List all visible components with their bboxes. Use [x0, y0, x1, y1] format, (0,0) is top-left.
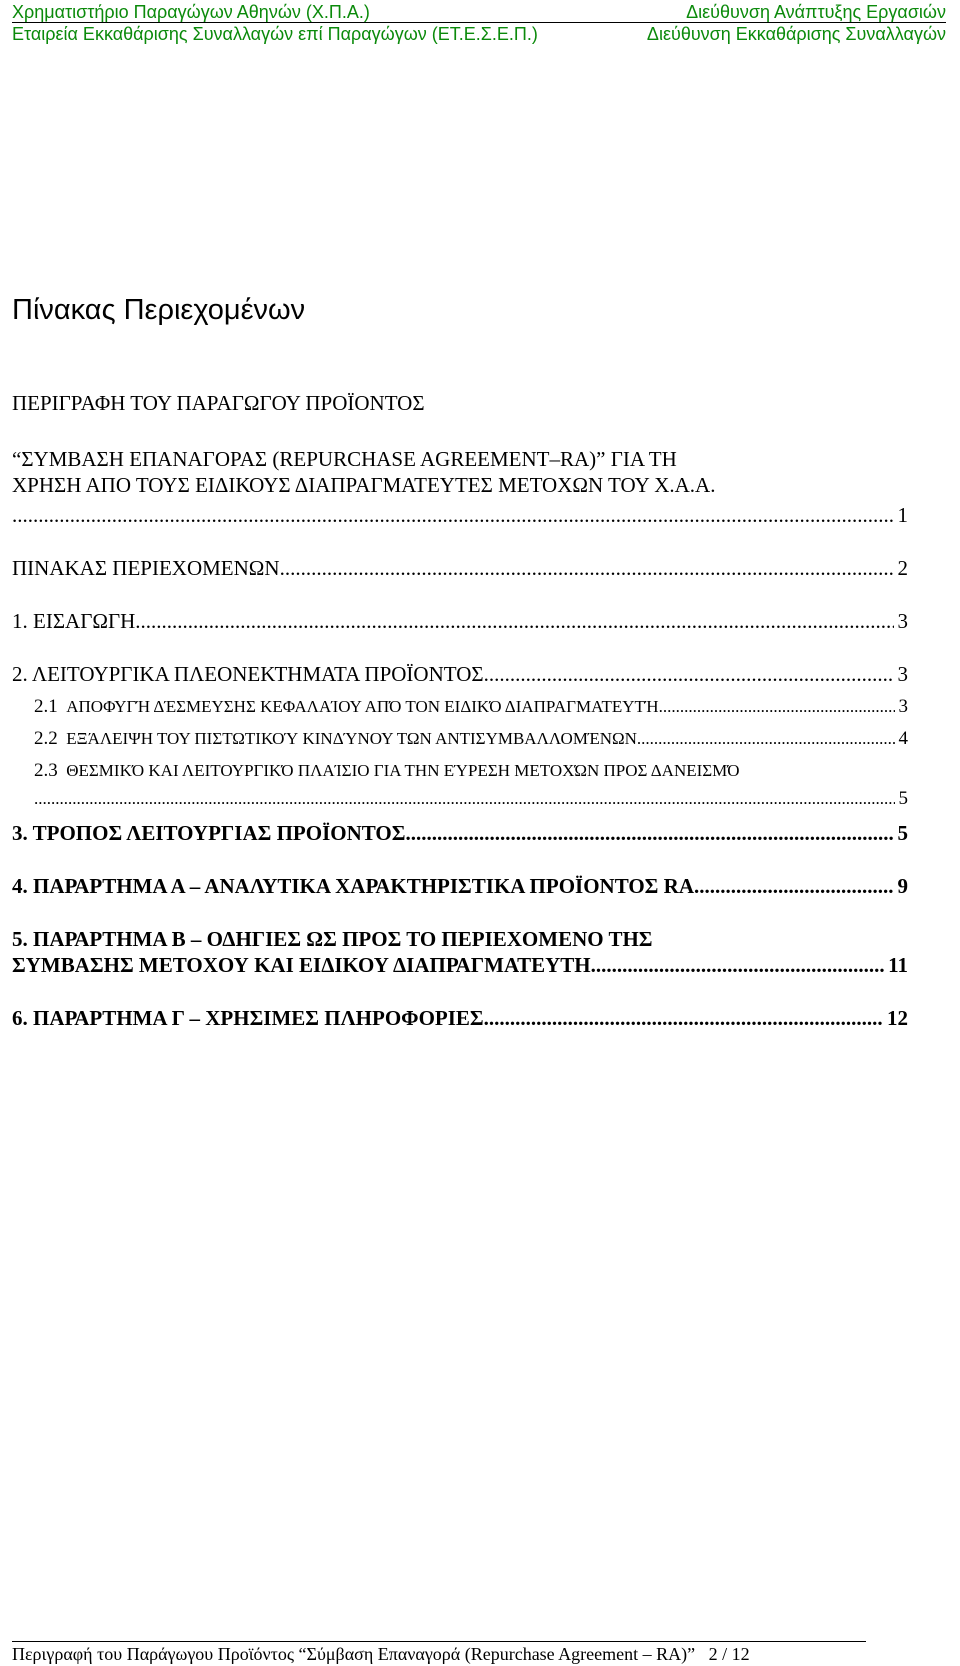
dot-leader [34, 786, 895, 812]
toc-entry-eisagogi[interactable] [12, 608, 908, 634]
toc-entry-2-1[interactable] [34, 694, 908, 720]
toc-entry-doc-title-line3[interactable]: ΧΡΗΣΗ ΑΠΟ ΤΟΥΣ ΕΙΔΙΚΟΥΣ ΔΙΑΠΡΑΓΜΑΤΕΥΤΕΣ ΜΕΤΟΧΩΝ ΤΟΥ Χ.Α.Α. [12, 473, 716, 497]
toc-page-number: 3 [897, 609, 908, 633]
header-exchange-name: Χρηματιστήριο Παραγώγων Αθηνών (Χ.Π.Α.) [12, 2, 370, 22]
running-header-line2 [12, 23, 946, 45]
running-header-line1 [12, 1, 946, 23]
dot-leader [694, 873, 894, 899]
dot-leader [659, 694, 895, 720]
toc-entry-doc-title-leader[interactable] [12, 502, 908, 528]
toc-entry-number: 2.3 [34, 760, 58, 781]
toc-entry-label: 3. ΤΡΟΠΟΣ ΛΕΙΤΟΥΡΓΙΑΣ ΠΡΟΪΟΝΤΟΣ [12, 821, 406, 845]
toc-page-number: 1 [897, 503, 908, 527]
toc-entry-doc-title-line1[interactable]: ΠΕΡΙΓΡΑΦΗ ΤΟΥ ΠΑΡΑΓΩΓΟΥ ΠΡΟΪΟΝΤΟΣ [12, 391, 425, 415]
dot-leader [484, 1005, 883, 1031]
toc-page-number: 4 [898, 728, 908, 749]
toc-page-number: 2 [897, 556, 908, 580]
toc-entry-2-3-leader[interactable] [34, 786, 908, 812]
toc-entry-2-2[interactable] [34, 726, 908, 752]
dot-leader [135, 608, 893, 634]
toc-entry-label: ΑΠΟΦΥΓΉ ΔΈΣΜΕΥΣΗΣ ΚΕΦΑΛΑΊΟΥ ΑΠΌ ΤΟΝ ΕΙΔΙΚΌ ΔΙΑΠΡΑΓΜΑΤΕΥΤΉ [66, 697, 659, 716]
toc-entry-2-3[interactable] [34, 758, 740, 784]
dot-leader [280, 555, 894, 581]
toc-entry-tropos[interactable] [12, 820, 908, 846]
toc-page-number: 3 [898, 696, 908, 717]
dot-leader [12, 502, 894, 528]
toc-page-number: 9 [897, 874, 908, 898]
dot-leader [405, 820, 893, 846]
footer-text: Περιγραφή του Παράγωγου Προϊόντος “Σύμβαση Επαναγορά (Repurchase Agreement – RA)” [12, 1644, 696, 1664]
toc-title: Πίνακας Περιεχομένων [12, 294, 306, 326]
toc-entry-label: 6. ΠΑΡΑΡΤΗΜΑ Γ – ΧΡΗΣΙΜΕΣ ΠΛΗΡΟΦΟΡΙΕΣ [12, 1006, 484, 1030]
toc-entry-parartima-b[interactable] [12, 952, 908, 978]
toc-entry-parartima-a[interactable] [12, 873, 908, 899]
toc-page-number: 5 [897, 821, 908, 845]
footer-rule [12, 1641, 866, 1642]
toc-entry-leitourgika[interactable] [12, 661, 908, 687]
toc-entry-label: ΘΕΣΜΙΚΌ ΚΑΙ ΛΕΙΤΟΥΡΓΙΚΌ ΠΛΑΊΣΙΟ ΓΙΑ ΤΗΝ ΕΎΡΕΣΗ ΜΕΤΟΧΏΝ ΠΡΟΣ ΔΑΝΕΙΣΜΌ [66, 761, 740, 780]
dot-leader [591, 952, 885, 978]
toc-page-number: 5 [898, 788, 908, 809]
toc-page-number: 12 [887, 1006, 908, 1030]
running-footer [12, 1643, 750, 1665]
header-clearing-company: Εταιρεία Εκκαθάρισης Συναλλαγών επί Παραγώγων (ΕΤ.Ε.Σ.Ε.Π.) [12, 24, 538, 44]
toc-entry-parartima-c[interactable] [12, 1005, 908, 1031]
toc-entry-pinakas[interactable] [12, 555, 908, 581]
dot-leader [484, 661, 894, 687]
toc-entry-label: ΣΥΜΒΑΣΗΣ ΜΕΤΟΧΟΥ ΚΑΙ ΕΙΔΙΚΟΥ ΔΙΑΠΡΑΓΜΑΤΕΥΤΗ [12, 953, 591, 977]
toc-page-number: 11 [888, 953, 908, 977]
toc-entry-label: ΠΙΝΑΚΑΣ ΠΕΡΙΕΧΟΜΕΝΩΝ [12, 556, 280, 580]
header-department-dev: Διεύθυνση Ανάπτυξης Εργασιών [686, 2, 946, 22]
dot-leader [637, 726, 895, 752]
toc-entry-doc-title-line2[interactable]: “ΣΥΜΒΑΣΗ ΕΠΑΝΑΓΟΡΑΣ (REPURCHASE AGREEMENT–RA)” ΓΙΑ ΤΗ [12, 447, 677, 471]
toc-entry-label: ΕΞΆΛΕΙΨΗ ΤΟΥ ΠΙΣΤΩΤΙΚΟΎ ΚΙΝΔΎΝΟΥ ΤΩΝ ΑΝΤΙΣΥΜΒΑΛΛΟΜΈΝΩΝ [66, 729, 637, 748]
toc-entry-label: 4. ΠΑΡΑΡΤΗΜΑ Α – ΑΝΑΛΥΤΙΚΑ ΧΑΡΑΚΤΗΡΙΣΤΙΚΑ ΠΡΟΪΟΝΤΟΣ RA [12, 874, 694, 898]
toc-entry-number: 2.1 [34, 696, 58, 717]
toc-entry-label: 2. ΛΕΙΤΟΥΡΓΙΚΑ ΠΛΕΟΝΕΚΤΗΜΑΤΑ ΠΡΟΪΟΝΤΟΣ [12, 662, 484, 686]
header-department-clearing: Διεύθυνση Εκκαθάρισης Συναλλαγών [646, 24, 946, 44]
footer-page-number: 2 / 12 [708, 1644, 750, 1664]
toc-entry-parartima-b-line1[interactable]: 5. ΠΑΡΑΡΤΗΜΑ Β – ΟΔΗΓΙΕΣ ΩΣ ΠΡΟΣ ΤΟ ΠΕΡΙΕΧΟΜΕΝΟ ΤΗΣ [12, 927, 653, 951]
toc-page-number: 3 [897, 662, 908, 686]
toc-entry-label: 1. ΕΙΣΑΓΩΓΗ [12, 609, 136, 633]
toc-entry-number: 2.2 [34, 728, 58, 749]
